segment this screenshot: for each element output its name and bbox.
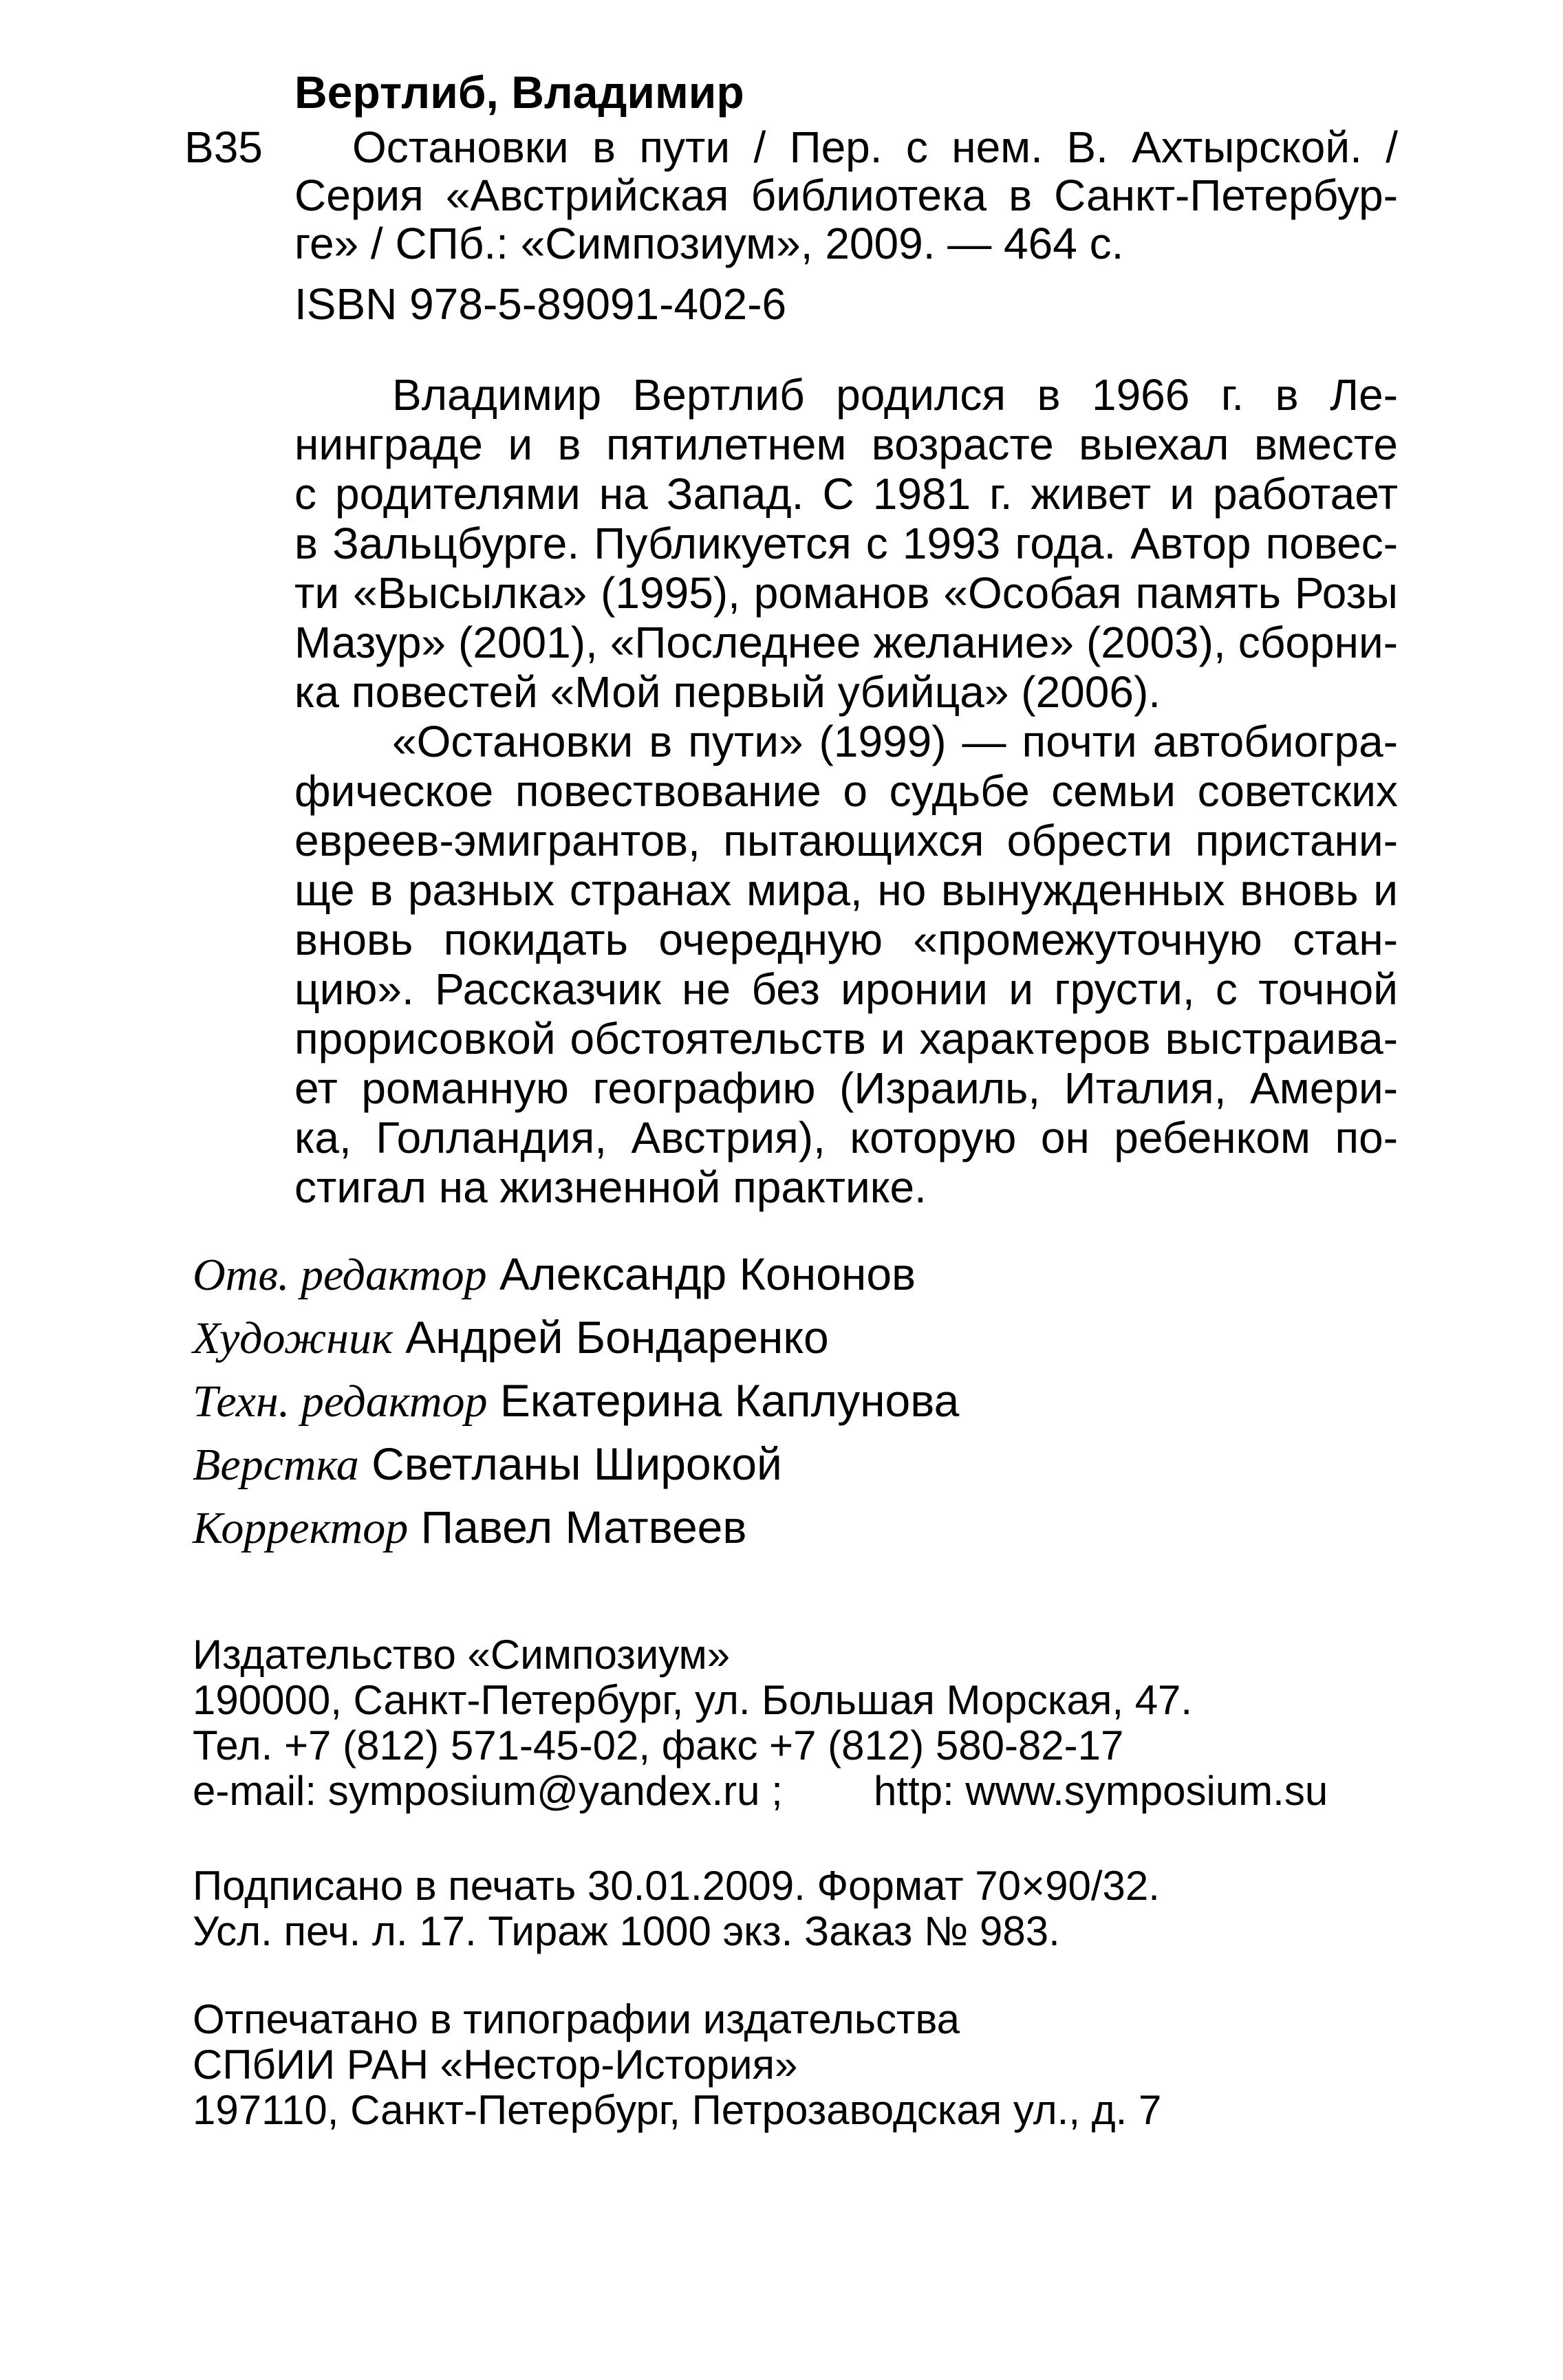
annotation-line: нинграде и в пятилетнем возрасте выехал вместе	[294, 420, 1398, 469]
printer-line: СПбИИ РАН «Нестор-История»	[193, 2042, 798, 2088]
credit-role: Корректор	[193, 1503, 409, 1553]
printer-line: Отпечатано в типографии издательства	[193, 1996, 960, 2042]
credit-person: Андрей Бондаренко	[405, 1312, 829, 1363]
publisher-name: Издательство «Симпозиум»	[193, 1632, 731, 1678]
credit-role: Отв. редактор	[193, 1250, 487, 1300]
credit-role: Художник	[193, 1313, 393, 1363]
credit-role: Верстка	[193, 1440, 359, 1490]
annotation-line: Мазур» (2001), «Последнее желание» (2003), сборни-	[294, 618, 1398, 667]
credit-person: Александр Кононов	[499, 1248, 916, 1299]
bib-line: Серия «Австрийская библиотека в Санкт-Петербур-	[294, 171, 1398, 220]
annotation-line: ет романную географию (Израиль, Италия, Амери-	[294, 1063, 1398, 1113]
credit-layout	[193, 1436, 782, 1493]
annotation-line: ти «Высылка» (1995), романов «Особая память Розы	[294, 568, 1398, 618]
annotation-line: прорисовкой обстоятельств и характеров выстраива-	[294, 1014, 1398, 1063]
author-heading: Вертлиб, Владимир	[294, 67, 744, 118]
annotation-line: вновь покидать очередную «промежуточную стан-	[294, 915, 1398, 964]
print-info-line: Усл. печ. л. 17. Тираж 1000 экз. Заказ № 983.	[193, 1908, 1060, 1954]
credit-role: Техн. редактор	[193, 1376, 488, 1427]
annotation-line: ка повестей «Мой первый убийца» (2006).	[294, 667, 1161, 717]
credit-editor	[193, 1246, 916, 1303]
credit-person: Павел Матвеев	[420, 1502, 747, 1553]
publisher-web: http: www.symposium.su	[874, 1768, 1328, 1814]
library-index: В35	[184, 122, 263, 172]
annotation-line: стигал на жизненной практике.	[294, 1162, 927, 1212]
annotation-line: Владимир Вертлиб родился в 1966 г. в Ле-	[392, 370, 1398, 420]
bib-line: Остановки в пути / Пер. с нем. В. Ахтырской. /	[352, 122, 1398, 172]
annotation-line: фическое повествование о судьбе семьи советских	[294, 766, 1398, 816]
print-info-line: Подписано в печать 30.01.2009. Формат 70×90/32.	[193, 1863, 1160, 1909]
publisher-phone: Тел. +7 (812) 571-45-02, факс +7 (812) 580-82-17	[193, 1722, 1124, 1768]
bib-line: ге» / СПб.: «Симпозиум», 2009. — 464 с.	[294, 219, 1124, 268]
annotation-line: евреев-эмигрантов, пытающихся обрести пристани-	[294, 816, 1398, 865]
printer-line: 197110, Санкт-Петербург, Петрозаводская ул., д. 7	[193, 2087, 1162, 2133]
annotation-line: «Остановки в пути» (1999) — почти автобиогра-	[392, 717, 1398, 766]
credit-proofreader	[193, 1500, 746, 1556]
annotation-line: с родителями на Запад. С 1981 г. живет и работает	[294, 469, 1398, 519]
credit-person: Екатерина Каплунова	[499, 1375, 960, 1426]
annotation-line: цию». Рассказчик не без иронии и грусти, с точной	[294, 964, 1398, 1014]
annotation-line: ка, Голландия, Австрия), которую он ребенком по-	[294, 1113, 1398, 1162]
publisher-address: 190000, Санкт-Петербург, ул. Большая Морская, 47.	[193, 1677, 1193, 1723]
credit-person: Светланы Широкой	[371, 1438, 782, 1489]
credit-tech-editor	[193, 1373, 959, 1429]
annotation-line: в Зальцбурге. Публикуется с 1993 года. Автор повес-	[294, 519, 1398, 568]
credit-artist	[193, 1310, 829, 1366]
isbn: ISBN 978-5-89091-402-6	[294, 279, 787, 329]
publisher-email: e-mail: symposium@yandex.ru ;	[193, 1768, 783, 1814]
annotation-line: ще в разных странах мира, но вынужденных вновь и	[294, 865, 1398, 915]
